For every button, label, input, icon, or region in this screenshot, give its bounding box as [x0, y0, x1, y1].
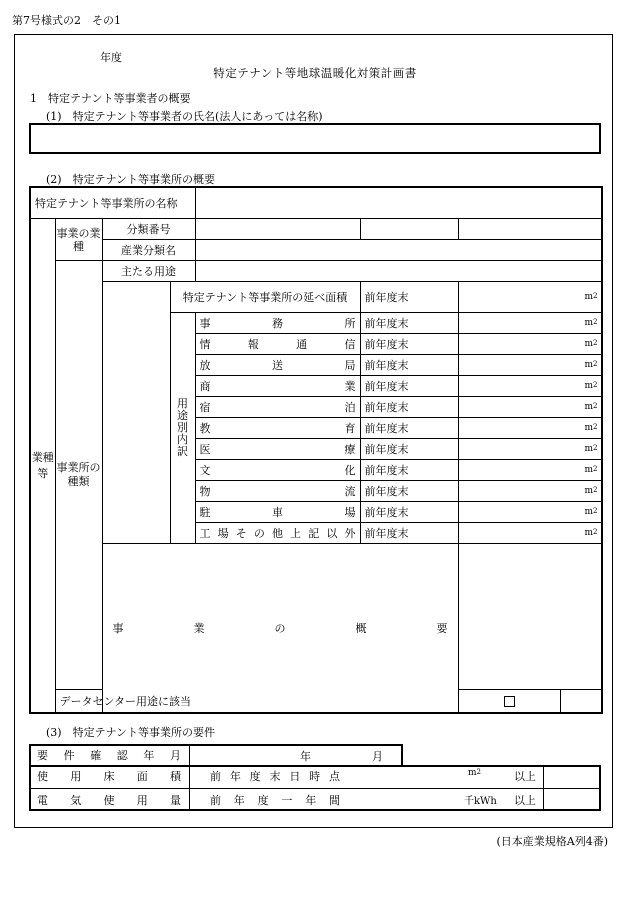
classification-no-field-3[interactable] [458, 219, 602, 240]
floor-area-timing: 前 年 度 末 日 時 点 [210, 770, 340, 783]
prev-year-end-label: 前年度末 [360, 460, 458, 481]
use-label-medical: 医 療 [195, 439, 360, 460]
business-operator-name-field[interactable] [29, 123, 601, 154]
prev-year-end-label: 前年度末 [360, 502, 458, 523]
use-breakdown-label: 用途別内訳 [170, 313, 195, 544]
divider [543, 765, 544, 811]
prev-year-end-label: 前年度末 [360, 376, 458, 397]
business-overview-field[interactable] [458, 544, 602, 690]
use-area-field[interactable]: $m^2$ [458, 397, 602, 418]
use-area-field[interactable]: $m^2$ [458, 502, 602, 523]
use-area-field[interactable]: $m^2$ [458, 460, 602, 481]
form-id: 第7号様式の2 その1 [12, 14, 121, 27]
industry-class-name-field[interactable] [195, 240, 602, 261]
use-label-logistics: 物 流 [195, 481, 360, 502]
divider [189, 744, 190, 765]
floor-area-value-field[interactable] [545, 767, 599, 787]
divider [29, 788, 601, 789]
use-label-culture: 文 化 [195, 460, 360, 481]
electricity-label: 電 気 使 用 量 [37, 794, 181, 807]
office-name-field[interactable] [195, 187, 602, 219]
use-label-it: 情 報 通 信 [195, 334, 360, 355]
section1-heading: 1 特定テナント等事業者の概要 [30, 92, 191, 105]
checkbox-icon[interactable] [504, 696, 515, 707]
use-area-field[interactable]: $m^2$ [458, 418, 602, 439]
use-area-field[interactable]: $m^2$ [458, 334, 602, 355]
total-floor-area-label: 特定テナント等事業所の延べ面積 [170, 282, 360, 313]
prev-year-end-label: 前年度末 [360, 313, 458, 334]
use-label-parking: 駐 車 場 [195, 502, 360, 523]
use-label-office: 事 務 所 [195, 313, 360, 334]
prev-year-end-label: 前年度末 [360, 523, 458, 544]
business-type-label: 事業の業種 [55, 219, 102, 261]
main-use-field[interactable] [195, 261, 602, 282]
electricity-or-more: 以上 [514, 794, 536, 807]
total-floor-area-field[interactable]: $m^2$ [458, 282, 602, 313]
month-label: 月 [372, 750, 383, 763]
use-area-field[interactable]: $m^2$ [458, 439, 602, 460]
prev-year-end-label: 前年度末 [360, 439, 458, 460]
use-label-education: 教 育 [195, 418, 360, 439]
blank-cell [102, 282, 170, 544]
use-area-field[interactable]: $m^2$ [458, 523, 602, 544]
prev-year-end-label: 前年度末 [360, 481, 458, 502]
section1-item3-heading: (3) 特定テナント等事業所の要件 [46, 726, 216, 739]
classification-no-field-2[interactable] [360, 219, 458, 240]
electricity-timing: 前 年 度 一 年 間 [210, 794, 340, 807]
prev-year-end-label: 前年度末 [360, 418, 458, 439]
fiscal-year-label: 年度 [100, 51, 122, 64]
use-area-field[interactable]: $m^2$ [458, 481, 602, 502]
classification-no-field-1[interactable] [195, 219, 360, 240]
electricity-value-field[interactable] [545, 790, 599, 810]
industry-class-name-label: 産業分類名 [102, 240, 195, 261]
prev-year-end-label: 前年度末 [360, 334, 458, 355]
use-area-field[interactable]: $m^2$ [458, 313, 602, 334]
use-label-commerce: 商 業 [195, 376, 360, 397]
use-area-field[interactable]: $m^2$ [458, 376, 602, 397]
classification-no-label: 分類番号 [102, 219, 195, 240]
use-label-lodging: 宿 泊 [195, 397, 360, 418]
divider [189, 765, 190, 811]
datacenter-checkbox[interactable] [458, 690, 560, 714]
total-floor-area-prev-label: 前年度末 [360, 282, 458, 313]
business-overview-label: 事 業 の 概 要 [102, 544, 458, 714]
office-type-label: 事業所の種類 [55, 261, 102, 690]
datacenter-label: データセンター用途に該当 [55, 690, 195, 714]
floor-area-or-more: 以上 [514, 770, 536, 783]
use-label-other: 工 場 そ の 他 上 記 以 外 [195, 523, 360, 544]
page-title: 特定テナント等地球温暖化対策計画書 [213, 66, 417, 80]
prev-year-end-label: 前年度末 [360, 397, 458, 418]
section1-item2-heading: (2) 特定テナント等事業所の概要 [46, 173, 216, 186]
section1-item1-heading: (1) 特定テナント等事業者の氏名(法人にあっては名称) [46, 110, 323, 123]
industry-category-label: 業種等 [30, 219, 55, 714]
floor-area-unit: $m^2$ [468, 768, 482, 778]
use-label-broadcast: 放 送 局 [195, 355, 360, 376]
footer-note: (日本産業規格A列4番) [496, 835, 608, 848]
electricity-unit: 千kWh [464, 796, 497, 807]
main-use-label: 主たる用途 [102, 261, 195, 282]
year-label: 年 [300, 750, 311, 763]
floor-area-label: 使 用 床 面 積 [37, 770, 181, 783]
prev-year-end-label: 前年度末 [360, 355, 458, 376]
confirm-year-label: 要 件 確 認 年 月 [37, 748, 181, 762]
office-overview-table [29, 186, 603, 714]
office-name-label: 特定テナント等事業所の名称 [30, 187, 195, 219]
use-area-field[interactable]: $m^2$ [458, 355, 602, 376]
